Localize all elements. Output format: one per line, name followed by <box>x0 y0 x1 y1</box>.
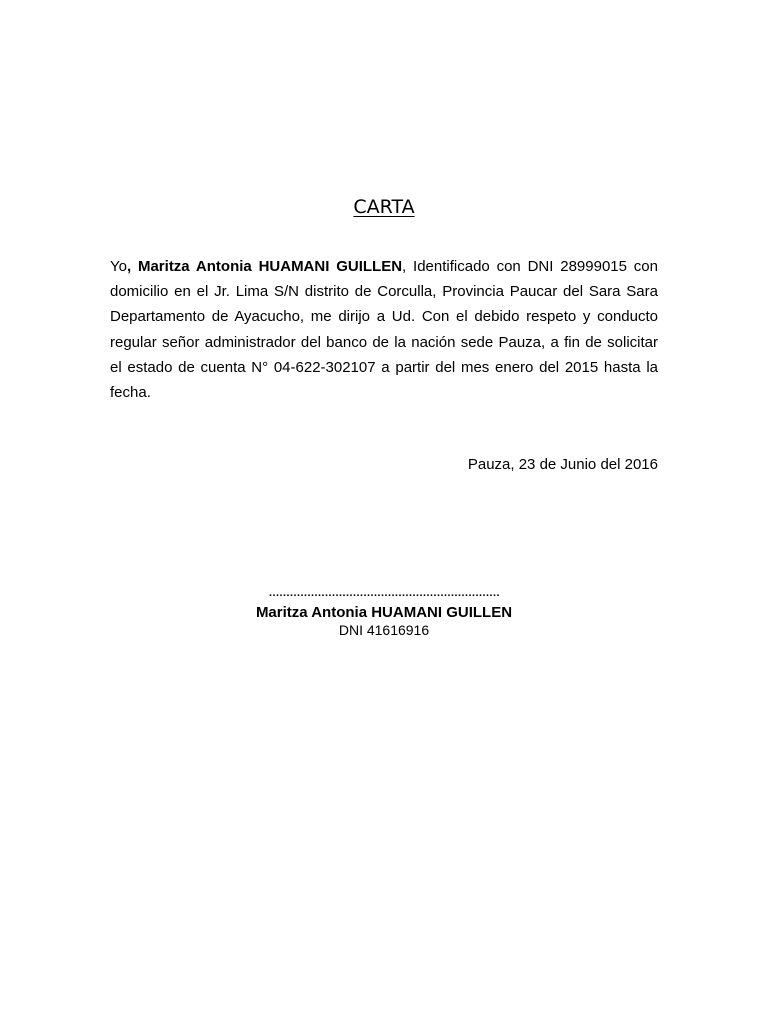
signature-line: ………………………………………………………… <box>268 587 500 599</box>
signature-dni: DNI 41616916 <box>338 622 430 638</box>
body-main-text: , Identificado con DNI 28999015 con domicilio en el Jr. Lima S/N distrito de Corculla, Provincia Paucar del Sara Sara Departamento de Ayacucho, me dirijo a Ud. Con el debido respeto y conducto regular señor administrador del banco de la nación sede Pauza, a fin de solicitar el estado de cuenta N° 04-622-302107 a partir del mes enero del 2015 hasta la fecha. <box>110 258 658 402</box>
body-intro: Yo <box>110 258 127 275</box>
signature-block <box>0 586 768 639</box>
body-sender-name: , Maritza Antonia HUAMANI GUILLEN <box>126 258 403 275</box>
letter-body <box>110 254 658 405</box>
letter-title: CARTA <box>353 196 415 218</box>
date-line: Pauza, 23 de Junio del 2016 <box>467 456 658 473</box>
signature-name: Maritza Antonia HUAMANI GUILLEN <box>255 604 513 621</box>
